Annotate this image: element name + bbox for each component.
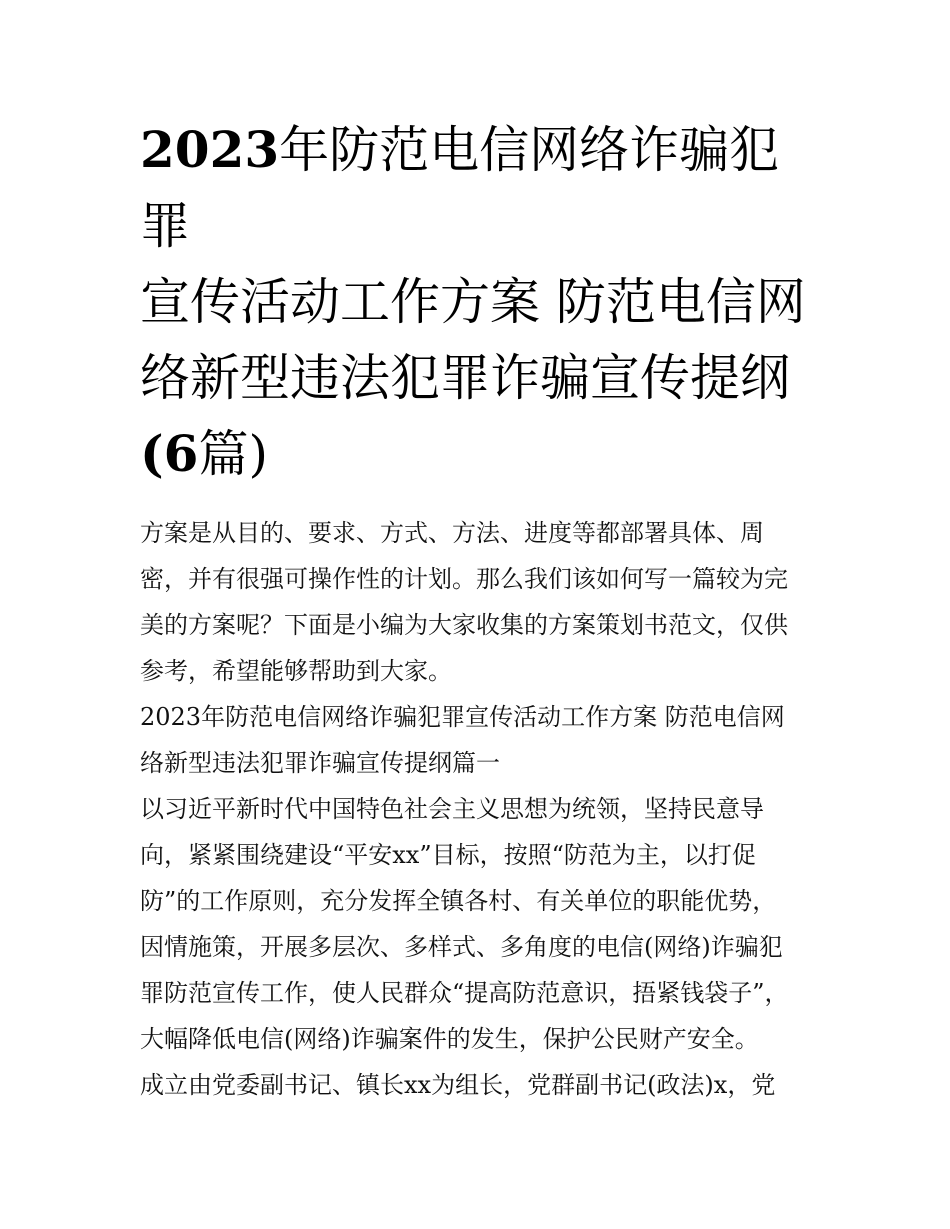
body-paragraph-continued (140, 1062, 815, 1108)
section-heading (140, 694, 815, 786)
text-line: 罪防范宣传工作，使人民群众“提高防范意识，捂紧钱袋子”， (140, 979, 789, 1007)
text-line: 方案是从目的、要求、方式、方法、进度等都部署具体、周 (140, 519, 764, 547)
text-line: 密，并有很强可操作性的计划。那么我们该如何写一篇较为完 (140, 565, 788, 593)
document-content (140, 112, 815, 1108)
text-line: 大幅降低电信(网络)诈骗案件的发生，保护公民财产安全。 (140, 1025, 759, 1053)
text-line: 向，紧紧围绕建设“平安xx”目标，按照“防范为主，以打促 (140, 841, 756, 869)
text-line: 成立由党委副书记、镇长xx为组长，党群副书记(政法)x，党 (140, 1071, 776, 1099)
intro-paragraph (140, 510, 815, 694)
text-line: 2023年防范电信网络诈骗犯罪宣传活动工作方案 防范电信网 (140, 703, 785, 731)
text-line: 因情施策，开展多层次、多样式、多角度的电信(网络)诈骗犯 (140, 933, 783, 961)
title-line: (6篇) (140, 424, 268, 483)
text-line: 络新型违法犯罪诈骗宣传提纲篇一 (140, 749, 500, 777)
document-title (140, 112, 815, 492)
title-line: 宣传活动工作方案 防范电信网 (140, 273, 806, 331)
text-line: 以习近平新时代中国特色社会主义思想为统领，坚持民意导 (140, 795, 764, 823)
text-line: 美的方案呢？下面是小编为大家收集的方案策划书范文，仅供 (140, 611, 788, 639)
title-line: 络新型违法犯罪诈骗宣传提纲 (140, 349, 790, 407)
body-paragraph (140, 786, 815, 1062)
text-line: 参考，希望能够帮助到大家。 (140, 657, 452, 685)
title-line: 2023年防范电信网络诈骗犯罪 (140, 120, 780, 255)
text-line: 防”的工作原则，充分发挥全镇各村、有关单位的职能优势， (140, 887, 777, 915)
